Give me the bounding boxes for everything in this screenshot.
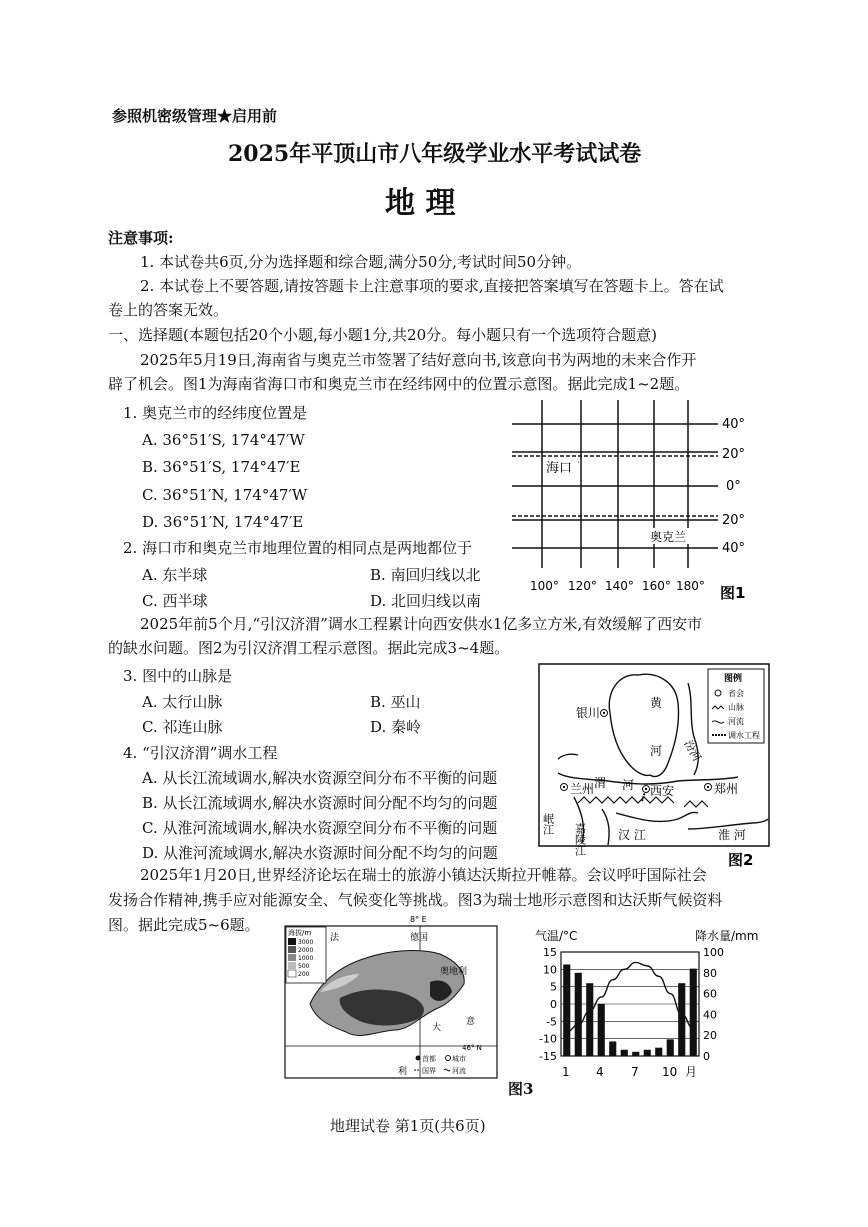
precipitation-bar [644, 1050, 651, 1056]
y2-tick: 20 [703, 1029, 717, 1043]
figure-3-climate-chart [505, 928, 765, 1098]
question-1-option-a: A. 36°51′S, 174°47′W [142, 431, 305, 449]
y2-tick: 80 [703, 966, 717, 980]
xian-label: 西安 [650, 784, 675, 798]
figure-3-switzerland-map [270, 912, 500, 1084]
y2-tick: 40 [703, 1008, 717, 1022]
elev-200: 200 [298, 971, 310, 978]
huang-label-2: 河 [650, 744, 663, 758]
elev-500: 500 [298, 963, 310, 970]
fen-label: 汾河 [681, 738, 704, 764]
y1-tick: -15 [539, 1050, 557, 1063]
wei-label-2: 河 [622, 778, 635, 792]
figure-2-caption: 图2 [728, 851, 754, 869]
legend-city-label: 城市 [452, 1055, 466, 1063]
passage-1-line-1: 2025年5月19日,海南省与奥克兰市签署了结好意向书,该意向书为两地的未来合作开 [140, 351, 697, 369]
question-3-option-b: B. 巫山 [370, 693, 421, 711]
figure-1-graticule [508, 398, 768, 610]
lon-label-180: 180° [676, 579, 705, 593]
italy-label-3: 利 [398, 1067, 408, 1077]
passage-2-line-1: 2025年前5个月,“引汉济渭”调水工程累计向西安供水1亿多立方米,有效缓解了西安市 [140, 615, 703, 633]
y1-tick: 0 [550, 998, 557, 1011]
note-2a: 2. 本试卷上不要答题,请按答题卡上注意事项的要求,直接把答案填写在答题卡上。答在试 [140, 277, 724, 295]
lat-label-40n: 40° [722, 417, 746, 432]
question-1-option-b: B. 36°51′S, 174°47′E [142, 458, 301, 476]
question-2-option-c: C. 西半球 [142, 592, 208, 610]
precipitation-bar [563, 964, 570, 1056]
page-footer: 地理试卷 第1页(共6页) [330, 1117, 486, 1135]
precipitation-bar [575, 973, 582, 1056]
zhengzhou-label: 郑州 [714, 782, 739, 796]
passage-2-line-2: 的缺水问题。图2为引汉济渭工程示意图。据此完成3~4题。 [108, 639, 510, 657]
note-1: 1. 本试卷共6页,分为选择题和综合题,满分50分,考试时间50分钟。 [140, 253, 582, 271]
legend-river: 河流 [728, 717, 744, 726]
notes-heading: 注意事项: [108, 229, 174, 247]
y1-tick: -10 [539, 1032, 557, 1046]
question-4-stem: 4. “引汉济渭”调水工程 [123, 744, 278, 762]
question-4-option-d: D. 从淮河流域调水,解决水资源时间分配不均匀的问题 [142, 844, 498, 862]
question-2-option-d: D. 北回归线以南 [370, 592, 482, 610]
min-label: 岷江 [541, 813, 555, 835]
elev-1000: 1000 [298, 955, 314, 962]
figure-2-map [538, 663, 774, 869]
elev-2000: 2000 [298, 947, 314, 954]
x-tick-4: 4 [596, 1065, 604, 1079]
precipitation-bar [678, 983, 685, 1056]
note-2b: 卷上的答案无效。 [108, 301, 229, 319]
question-3-option-d: D. 秦岭 [370, 718, 422, 736]
precipitation-bar [621, 1050, 628, 1056]
question-3-stem: 3. 图中的山脉是 [123, 667, 233, 685]
question-2-stem: 2. 海口市和奥克兰市地理位置的相同点是两地都位于 [123, 539, 473, 557]
auckland-label: 奥克兰 [650, 530, 687, 544]
legend-border-label: 国界 [422, 1067, 436, 1075]
elev-3000: 3000 [298, 939, 314, 946]
y2-tick: 100 [703, 946, 724, 959]
elevation-legend-title: 海拔/m [288, 929, 312, 937]
huang-label-1: 黄 [650, 696, 663, 710]
y1-tick: 5 [550, 980, 557, 994]
lat-label-equator: 0° [726, 479, 741, 494]
climate-y1-label: 气温/°C [535, 929, 578, 943]
question-4-option-b: B. 从长江流域调水,解决水资源时间分配不均匀的问题 [142, 794, 498, 812]
austria-label: 奥地利 [440, 967, 468, 977]
italy-label-1: 意 [466, 1017, 476, 1027]
legend-capital-label: 首都 [422, 1055, 436, 1063]
legend-diversion: 调水工程 [728, 731, 760, 740]
climate-y2-label: 降水量/mm [695, 929, 759, 943]
legend-title: 图例 [724, 674, 743, 684]
question-1-stem: 1. 奥克兰市的经纬度位置是 [123, 404, 308, 422]
precipitation-bar [598, 1004, 605, 1056]
huai-label: 淮 河 [718, 828, 746, 842]
subject-title: 地 理 [385, 186, 456, 221]
section-1-heading: 一、选择题(本题包括20个小题,每小题1分,共20分。每小题只有一个选项符合题意) [108, 326, 657, 344]
lon-label-140: 140° [605, 579, 634, 593]
question-4-option-a: A. 从长江流域调水,解决水资源空间分布不平衡的问题 [142, 769, 498, 787]
yinchuan-label: 银川 [576, 706, 601, 720]
lat-label-20s: 20° [722, 513, 746, 528]
germany-label: 德国 [410, 933, 429, 943]
x-unit: 月 [685, 1065, 698, 1079]
precipitation-bar [690, 969, 697, 1056]
passage-3-line-1: 2025年1月20日,世界经济论坛在瑞士的旅游小镇达沃斯拉开帷幕。会议呼吁国际社会 [140, 866, 707, 884]
precipitation-bar [609, 1041, 616, 1056]
y2-tick: 60 [703, 987, 717, 1001]
han-label: 汉 江 [618, 828, 646, 842]
legend-river-label: 河流 [452, 1067, 466, 1075]
x-tick-7: 7 [631, 1065, 639, 1079]
precipitation-bar [667, 1039, 674, 1056]
passage-3-line-2: 发扬合作精神,携手应对能源安全、气候变化等挑战。图3为瑞士地形示意图和达沃斯气候资料 [108, 891, 723, 909]
x-tick-1: 1 [562, 1065, 570, 1079]
wei-label-1: 渭 [594, 776, 607, 790]
y1-tick: 10 [543, 963, 557, 977]
y1-tick: -5 [546, 1015, 557, 1029]
question-3-option-c: C. 祁连山脉 [142, 718, 223, 736]
lon-label-100: 100° [530, 579, 559, 593]
precipitation-bar [655, 1048, 662, 1056]
lon-label-120: 120° [568, 579, 597, 593]
figure-1-caption: 图1 [720, 584, 746, 602]
france-label: 法 [330, 933, 340, 943]
y1-tick: 15 [543, 946, 557, 959]
passage-1-line-2: 辟了机会。图1为海南省海口市和奥克兰市在经纬网中的位置示意图。据此完成1~2题。 [108, 375, 690, 393]
confidentiality-note: 参照机密级管理★启用前 [112, 107, 278, 125]
question-3-option-a: A. 太行山脉 [142, 693, 223, 711]
legend-mountain: 山脉 [728, 703, 744, 712]
lat-label-40s: 40° [722, 541, 746, 556]
map-lon-label: 8° E [410, 915, 427, 924]
lon-label-160: 160° [642, 579, 671, 593]
precipitation-bar [586, 983, 593, 1056]
figure-3-caption: 图3 [508, 1080, 534, 1098]
question-1-option-c: C. 36°51′N, 174°47′W [142, 486, 308, 504]
question-2-option-b: B. 南回归线以北 [370, 566, 481, 584]
lat-label-20n: 20° [722, 447, 746, 462]
map-lat-label: 46° N [462, 1044, 482, 1052]
lanzhou-label: 兰州 [570, 782, 595, 796]
precipitation-bar [632, 1052, 639, 1056]
italy-label-2: 大 [432, 1023, 442, 1033]
question-2-option-a: A. 东半球 [142, 566, 208, 584]
passage-3-line-3: 图。据此完成5~6题。 [108, 916, 260, 934]
jialing-label: 嘉陵江 [573, 823, 587, 856]
question-1-option-d: D. 36°51′N, 174°47′E [142, 513, 304, 531]
question-4-option-c: C. 从淮河流域调水,解决水资源空间分布不平衡的问题 [142, 819, 498, 837]
y2-tick: 0 [703, 1050, 710, 1063]
haikou-label: 海口 [546, 461, 573, 476]
x-tick-10: 10 [662, 1065, 678, 1079]
exam-title: 2025年平顶山市八年级学业水平考试试卷 [228, 141, 642, 167]
legend-capital: 省会 [728, 689, 744, 698]
